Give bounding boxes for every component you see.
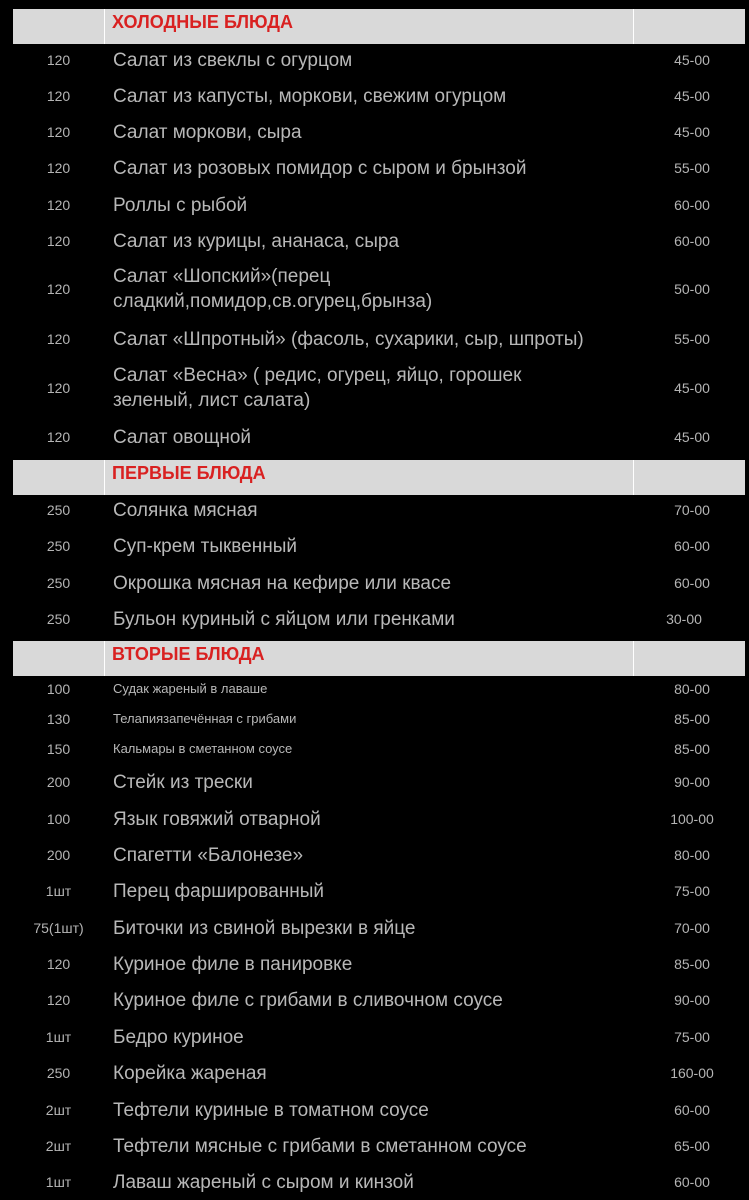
section-header <box>13 641 745 676</box>
item-name: Судак жареный в лаваше <box>113 681 268 696</box>
menu-item-row <box>0 327 749 352</box>
item-price: 160-00 <box>670 1065 714 1081</box>
item-quantity: 100 <box>46 811 71 827</box>
item-name: Бульон куриный с яйцом или гренками <box>113 608 455 630</box>
item-quantity: 1шт <box>45 1029 72 1045</box>
item-name: Перец фаршированный <box>113 880 324 902</box>
menu-item-row <box>0 607 749 632</box>
menu-item-row <box>0 807 749 832</box>
item-price: 80-00 <box>674 847 710 863</box>
item-name: Салат овощной <box>113 426 252 448</box>
menu-item-row <box>0 1134 749 1159</box>
item-price: 45-00 <box>674 88 710 104</box>
item-quantity: 2шт <box>45 1138 72 1154</box>
item-price: 60-00 <box>674 197 710 213</box>
item-price: 60-00 <box>674 1102 710 1118</box>
item-name: Салат из розовых помидор с сыром и брынзой <box>113 157 527 179</box>
menu-item-row <box>0 1061 749 1086</box>
item-name: Корейка жареная <box>113 1062 267 1084</box>
item-price: 55-00 <box>674 160 710 176</box>
menu-item-row <box>0 425 749 450</box>
item-price: 60-00 <box>674 575 710 591</box>
item-name: Тефтели мясные с грибами в сметанном соусе <box>113 1135 527 1157</box>
item-price: 80-00 <box>674 681 710 697</box>
menu-item-row <box>0 571 749 596</box>
item-quantity: 75(1шт) <box>33 920 84 936</box>
item-name: Салат «Весна» ( редис, огурец, яйцо, горошек зеленый, лист салата) <box>113 365 522 411</box>
item-name: Салат из курицы, ананаса, сыра <box>113 230 400 252</box>
menu-item-row <box>0 1170 749 1195</box>
item-price: 85-00 <box>674 741 710 757</box>
section-header-qty-cell <box>13 460 105 495</box>
item-price: 75-00 <box>674 883 710 899</box>
menu-item-row <box>0 498 749 523</box>
item-quantity: 250 <box>46 611 71 627</box>
menu-item-row <box>0 120 749 145</box>
item-price: 85-00 <box>674 956 710 972</box>
section-title: ХОЛОДНЫЕ БЛЮДА <box>105 9 634 44</box>
menu-item-row <box>0 84 749 109</box>
item-quantity: 120 <box>46 992 71 1008</box>
item-quantity: 130 <box>46 711 71 727</box>
section-header <box>13 460 745 495</box>
item-quantity: 1шт <box>45 883 72 899</box>
menu-item-row <box>0 264 749 314</box>
item-quantity: 120 <box>46 331 71 347</box>
item-quantity: 250 <box>46 1065 71 1081</box>
item-price: 90-00 <box>674 992 710 1008</box>
item-quantity: 250 <box>46 502 71 518</box>
item-price: 75-00 <box>674 1029 710 1045</box>
item-price: 45-00 <box>674 380 710 396</box>
item-quantity: 120 <box>46 197 71 213</box>
item-name: Салат из капусты, моркови, свежим огурцом <box>113 85 507 107</box>
item-name: Стейк из трески <box>113 771 253 793</box>
item-name: Куриное филе с грибами в сливочном соусе <box>113 989 503 1011</box>
section-header-price-cell <box>634 641 745 676</box>
item-quantity: 120 <box>46 429 71 445</box>
menu-item-row <box>0 229 749 254</box>
item-price: 90-00 <box>674 774 710 790</box>
section-title: ВТОРЫЕ БЛЮДА <box>105 641 634 676</box>
item-price: 65-00 <box>674 1138 710 1154</box>
menu-item-row <box>0 681 749 697</box>
item-quantity: 200 <box>46 774 71 790</box>
item-price: 50-00 <box>674 281 710 297</box>
item-quantity: 120 <box>46 160 71 176</box>
item-price: 70-00 <box>674 502 710 518</box>
item-quantity: 120 <box>46 88 71 104</box>
menu-item-row <box>0 193 749 218</box>
item-price: 60-00 <box>674 538 710 554</box>
item-price: 45-00 <box>674 124 710 140</box>
section-header <box>13 9 745 44</box>
menu-item-row <box>0 1098 749 1123</box>
item-name: Телапиязапечённая с грибами <box>113 711 297 726</box>
item-price: 30-00 <box>666 611 702 627</box>
item-price: 45-00 <box>674 52 710 68</box>
menu-item-row <box>0 843 749 868</box>
item-quantity: 120 <box>46 52 71 68</box>
menu-item-row <box>0 952 749 977</box>
section-header-qty-cell <box>13 9 105 44</box>
item-name: Кальмары в сметанном соусе <box>113 741 293 756</box>
item-quantity: 200 <box>46 847 71 863</box>
item-name: Солянка мясная <box>113 499 258 521</box>
item-quantity: 150 <box>46 741 71 757</box>
item-name: Спагетти «Балонезе» <box>113 844 304 866</box>
item-quantity: 120 <box>46 380 71 396</box>
item-price: 85-00 <box>674 711 710 727</box>
item-name: Язык говяжий отварной <box>113 808 321 830</box>
item-price: 70-00 <box>674 920 710 936</box>
item-name: Суп-крем тыквенный <box>113 535 297 557</box>
item-price: 60-00 <box>674 233 710 249</box>
section-header-price-cell <box>634 460 745 495</box>
section-title: ПЕРВЫЕ БЛЮДА <box>105 460 634 495</box>
item-quantity: 2шт <box>45 1102 72 1118</box>
item-price: 45-00 <box>674 429 710 445</box>
item-name: Салат из свеклы с огурцом <box>113 49 353 71</box>
item-price: 100-00 <box>670 811 714 827</box>
section-header-price-cell <box>634 9 745 44</box>
menu-item-row <box>0 988 749 1013</box>
item-quantity: 250 <box>46 538 71 554</box>
item-name: Салат «Шопский»(перец сладкий,помидор,св.огурец,брынза) <box>113 266 433 312</box>
menu-item-row <box>0 534 749 559</box>
item-quantity: 100 <box>46 681 71 697</box>
menu-item-row <box>0 363 749 413</box>
item-name: Куриное филе в панировке <box>113 953 353 975</box>
item-quantity: 120 <box>46 124 71 140</box>
item-quantity: 250 <box>46 575 71 591</box>
item-price: 55-00 <box>674 331 710 347</box>
menu-item-row <box>0 48 749 73</box>
item-name: Салат «Шпротный» (фасоль, сухарики, сыр, шпроты) <box>113 328 584 350</box>
item-name: Бедро куриное <box>113 1026 244 1048</box>
menu-item-row <box>0 916 749 941</box>
item-name: Окрошка мясная на кефире или квасе <box>113 572 452 594</box>
section-header-qty-cell <box>13 641 105 676</box>
menu-item-row <box>0 711 749 727</box>
item-name: Тефтели куриные в томатном соусе <box>113 1099 429 1121</box>
item-quantity: 120 <box>46 956 71 972</box>
item-name: Роллы с рыбой <box>113 194 248 216</box>
item-name: Биточки из свиной вырезки в яйце <box>113 917 416 939</box>
item-quantity: 120 <box>46 233 71 249</box>
menu-item-row <box>0 1025 749 1050</box>
menu-item-row <box>0 741 749 757</box>
item-name: Лаваш жареный с сыром и кинзой <box>113 1171 414 1193</box>
menu-item-row <box>0 770 749 795</box>
item-name: Салат моркови, сыра <box>113 121 302 143</box>
item-quantity: 1шт <box>45 1174 72 1190</box>
item-quantity: 120 <box>46 281 71 297</box>
item-price: 60-00 <box>674 1174 710 1190</box>
menu-item-row <box>0 156 749 181</box>
menu-item-row <box>0 879 749 904</box>
